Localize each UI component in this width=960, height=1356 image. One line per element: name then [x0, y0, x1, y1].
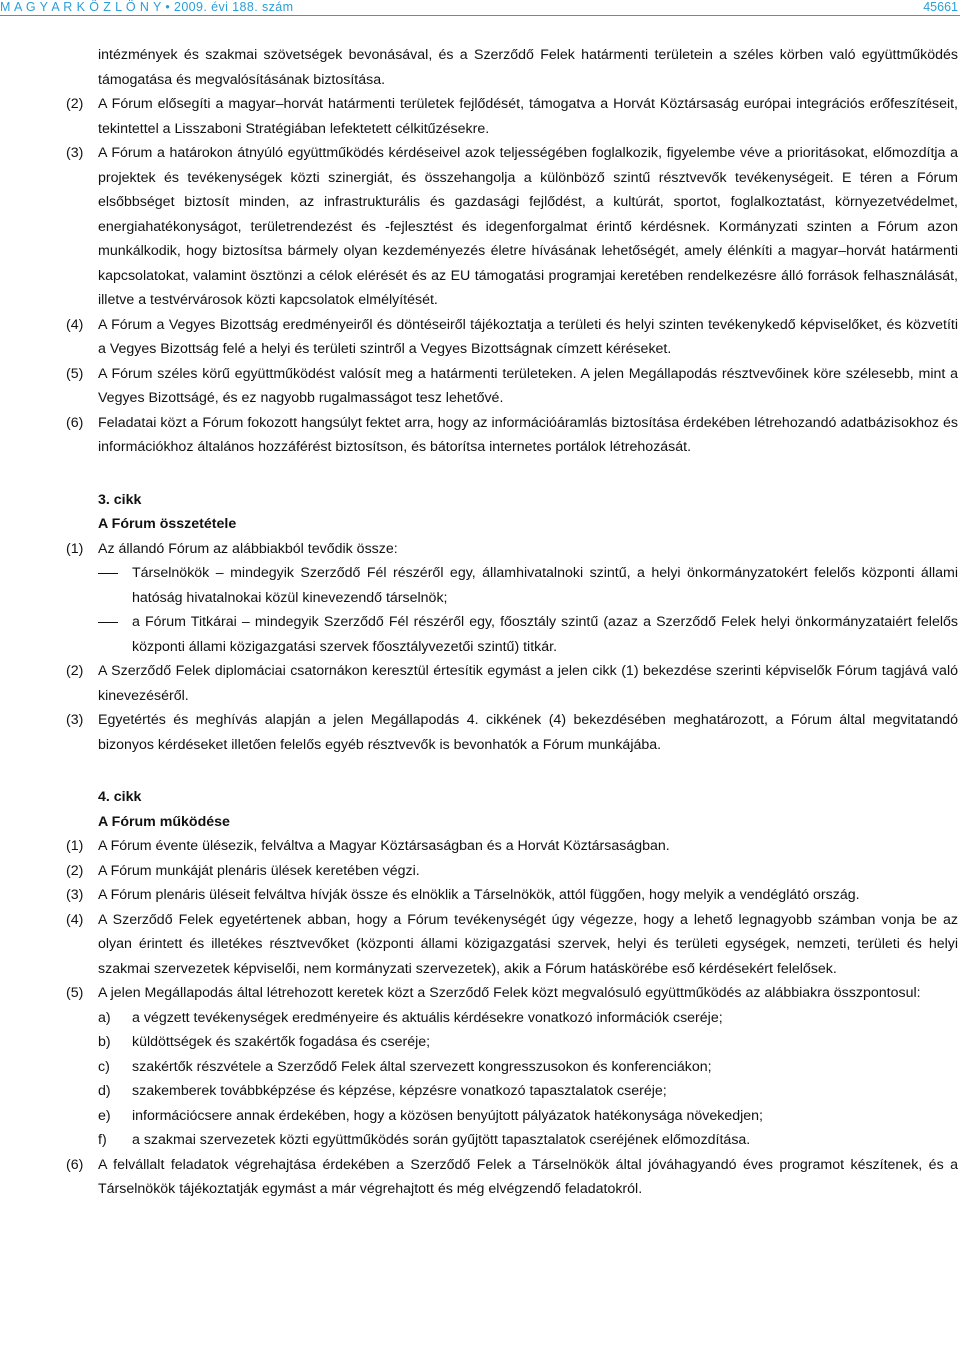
paragraph-number: (3)	[66, 145, 84, 161]
paragraph-number: (3)	[66, 712, 84, 728]
paragraph-number: (2)	[66, 96, 84, 112]
paragraph-number: (6)	[66, 414, 84, 431]
section-gap	[0, 460, 958, 488]
dash-marker	[98, 622, 118, 623]
paragraph-3	[0, 141, 958, 313]
paragraph-number: (1)	[66, 540, 84, 557]
paragraph-6	[0, 411, 958, 460]
dash-item-secretaries	[0, 610, 958, 659]
article-4-paragraph-1	[0, 834, 958, 859]
section-gap	[0, 757, 958, 785]
paragraph-2	[0, 92, 958, 141]
list-item-a	[0, 1006, 958, 1031]
paragraph-text: A Szerződő Felek diplomáciai csatornákon keresztül értesítik egymást a jelen cikk (1) bekezdése szerinti képviselők Fórum tagjává való kinevezéséről.	[98, 663, 958, 704]
document-body	[0, 43, 958, 1202]
paragraph-number: (1)	[66, 838, 84, 854]
article-4-paragraph-5	[0, 981, 958, 1006]
header-rule	[0, 15, 960, 16]
list-item-b	[0, 1030, 958, 1055]
paragraph-text: A Fórum évente ülésezik, felváltva a Magyar Köztársaságban és a Horvát Köztársaságban.	[98, 838, 670, 854]
article-3-paragraph-3	[0, 708, 958, 757]
dash-marker	[98, 573, 118, 574]
paragraph-number: (5)	[66, 365, 84, 382]
paragraph-number: (2)	[66, 862, 84, 879]
page-header	[0, 0, 960, 14]
article-3-paragraph-1	[0, 537, 958, 562]
page-number: 45661	[923, 0, 958, 14]
paragraph-text: A Fórum széles körű együttműködést valósít meg a határmenti területeken. A jelen Megállapodás résztvevőinek köre szélesebb, mint a Vegyes Bizottságé, és ez nagyobb rugalmasságot tesz lehetővé.	[98, 365, 958, 406]
item-text: a végzett tevékenységek eredményeire és aktuális kérdésekre vonatkozó információk cseréje;	[132, 1009, 723, 1026]
list-item-f	[0, 1128, 958, 1153]
paragraph-number: (3)	[66, 887, 84, 903]
item-text: információcsere annak érdekében, hogy a közösen benyújtott pályázatok hatékonysága növekedjen;	[132, 1107, 763, 1124]
article-4-paragraph-2	[0, 859, 958, 884]
item-text: küldöttségek és szakértők fogadása és cseréje;	[132, 1034, 431, 1050]
paragraph-text: Egyetértés és meghívás alapján a jelen Megállapodás 4. cikkének (4) bekezdésében meghatározott, a Fórum által megvitatandó bizonyos kérdéseket illetően felelős egyéb résztvevők is bevonhatók a Fórum munkájába.	[98, 712, 958, 753]
paragraph-text: intézmények és szakmai szövetségek bevonásával, és a Szerződő Felek határmenti területein a széles körben való együttműködés támogatása és megvalósításának biztosítása.	[98, 47, 958, 88]
paragraph-continuation	[0, 43, 958, 92]
list-item-e	[0, 1104, 958, 1129]
paragraph-number: (6)	[66, 1156, 84, 1173]
list-marker: b)	[98, 1034, 111, 1050]
item-text: Társelnökök – mindegyik Szerződő Fél részéről egy, államhivatalnoki szintű, a helyi önkormányzatokért felelős központi állami hatóság hivatalnokai közül kinevezendő társelnök;	[132, 565, 958, 606]
list-marker: d)	[98, 1083, 111, 1099]
item-text: a szakmai szervezetek közti együttműködés során gyűjtött tapasztalatok cseréjének előmozdítása.	[132, 1132, 751, 1148]
journal-title: M A G Y A R K Ö Z L Ö N Y • 2009. évi 188. szám	[0, 0, 294, 14]
paragraph-number: (5)	[66, 985, 84, 1001]
list-item-c	[0, 1055, 958, 1080]
paragraph-text: A Fórum munkáját plenáris ülések keretében végzi.	[98, 862, 420, 879]
paragraph-text: A felvállalt feladatok végrehajtása érdekében a Szerződő Felek a Társelnökök által jóváhagyandó éves programot készítenek, és a Társelnökök tájékoztatják egymást a már végrehajtott és még elvégzendő feladatokról.	[98, 1156, 958, 1197]
list-marker: c)	[98, 1058, 110, 1075]
paragraph-number: (4)	[66, 911, 84, 928]
item-text: szakértők részvétele a Szerződő Felek által szervezett kongresszusokon és konferenciákon;	[132, 1058, 712, 1075]
dash-item-co-chairs	[0, 561, 958, 610]
paragraph-text: A Szerződő Felek egyetértenek abban, hogy a Fórum tevékenységét úgy végezze, hogy a lehető legnagyobb számban vonja be az olyan érintett és illetékes résztvevőket (központi állami közigazgatási szervek, helyi és területi egységek, nemzeti, területi és helyi szakmai szervezetek képviselői, nem kormányzati szervezetek), akik a Fórum hatáskörébe eső kérdésekért felelősek.	[98, 911, 958, 977]
paragraph-5	[0, 362, 958, 411]
paragraph-number: (2)	[66, 663, 84, 679]
paragraph-text: A jelen Megállapodás által létrehozott keretek közt a Szerződő Felek közt megvalósuló együttműködés az alábbiakra összpontosul:	[98, 985, 921, 1001]
article-4-number: 4. cikk	[98, 789, 142, 805]
paragraph-number: (4)	[66, 316, 84, 333]
item-text: a Fórum Titkárai – mindegyik Szerződő Fél részéről egy, főosztály szintű (azaz a Szerződő Felek helyi önkormányzataiért felelős központi állami közigazgatási szervek főosztályvezetői szintű) titkár.	[132, 614, 958, 655]
paragraph-text: A Fórum a Vegyes Bizottság eredményeiről és döntéseiről tájékoztatja a területi és helyi szinten tevékenykedő képviselőket, és közvetíti a Vegyes Bizottság felé a helyi és területi szintről a Vegyes Bizottságnak címzett kéréseket.	[98, 316, 958, 357]
article-4-title: A Fórum működése	[98, 813, 230, 830]
list-marker: f)	[98, 1132, 107, 1148]
list-marker: e)	[98, 1107, 111, 1124]
paragraph-text: Feladatai közt a Fórum fokozott hangsúlyt fektet arra, hogy az információáramlás biztosítása érdekében létrehozandó adatbázisokhoz és információkhoz általános hozzáférést biztosítson, és bátorítsa internetes portálok létrehozását.	[98, 414, 958, 455]
article-3-number: 3. cikk	[98, 491, 142, 508]
list-item-d	[0, 1079, 958, 1104]
paragraph-text: A Fórum plenáris üléseit felváltva hívják össze és elnöklik a Társelnökök, attól függően, hogy melyik a vendéglátó ország.	[98, 887, 860, 903]
article-4-paragraph-4	[0, 908, 958, 982]
article-3-title: A Fórum összetétele	[98, 516, 237, 532]
article-3-paragraph-2	[0, 659, 958, 708]
paragraph-4	[0, 313, 958, 362]
paragraph-text: A Fórum elősegíti a magyar–horvát határmenti területek fejlődését, támogatva a Horvát Köztársaság európai integrációs erőfeszítéseit, tekintettel a Lisszaboni Stratégiában lefektetett célkitűzésekre.	[98, 96, 958, 137]
list-marker: a)	[98, 1009, 111, 1026]
article-4-paragraph-6	[0, 1153, 958, 1202]
article-4-paragraph-3	[0, 883, 958, 908]
item-text: szakemberek továbbképzése és képzése, képzésre vonatkozó tapasztalatok cseréje;	[132, 1083, 667, 1099]
paragraph-text: Az állandó Fórum az alábbiakból tevődik össze:	[98, 540, 398, 557]
paragraph-text: A Fórum a határokon átnyúló együttműködés kérdéseivel azok teljességében foglalkozik, figyelembe véve a prioritásokat, előmozdítja a projektek és tevékenységek közti szinergiát, és összehangolja a különböző szintű résztvevők tevékenységeit. E téren a Fórum elsőbbséget biztosít minden, az infrastrukturális és gazdasági fejlődést, a kultúrát, sportot, foglalkoztatást, környezetvédelmet, energiahatékonyságot, területrendezést és -fejlesztést és idegenforgalmat érintő kérdésnek. Kormányzati szinten a Fórum azon munkálkodik, hogy biztosítsa bármely olyan kezdeményezés életre hívásának lehetőségét, amely élénkíti a magyar–horvát határmenti kapcsolatokat, valamint ösztönzi a célok elérését és az EU támogatási programjai keretében rendelkezésre álló források felhasználását, illetve a testvérvárosok közti kapcsolatok elmélyítését.	[98, 145, 958, 308]
